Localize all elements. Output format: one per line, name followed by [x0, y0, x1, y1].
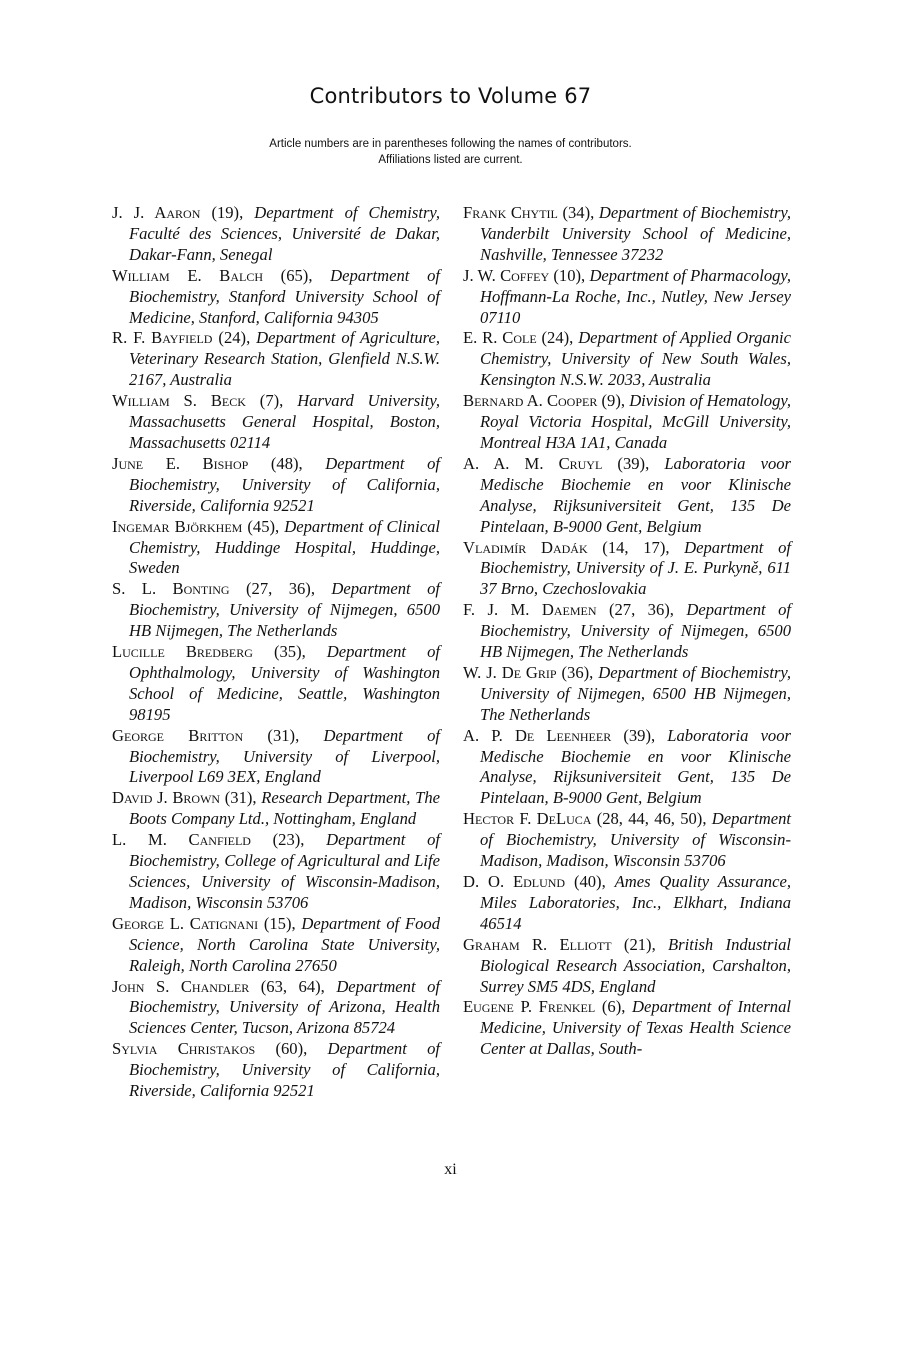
contributor-name: George L. Catignani — [112, 913, 259, 933]
contributor-name: John S. Chandler — [112, 976, 250, 996]
contributor-entry — [463, 203, 791, 266]
article-numbers: (48), — [248, 453, 326, 473]
contributor-name: A. A. M. Cruyl — [463, 453, 603, 473]
article-numbers: (24), — [536, 328, 579, 348]
contributor-name: J. W. Coffey — [463, 265, 550, 285]
contributor-name: L. M. Canfield — [112, 830, 251, 850]
affiliation: Ames Quality Assurance, Miles Laboratories, Inc., Elkhart, Indiana 46514 — [480, 872, 791, 933]
contributor-entry — [112, 579, 440, 642]
affiliation: Department of Ophthalmology, University of Washington School of Medicine, Seattle, Washington 98195 — [129, 642, 440, 724]
affiliation: Department of Biochemistry, University of Nijmegen, 6500 HB Nijmegen, The Netherlands — [480, 662, 791, 724]
article-numbers: (34), — [557, 203, 599, 222]
contributor-name: Eugene P. Frenkel — [463, 997, 596, 1017]
article-numbers: (65), — [263, 265, 331, 285]
contributor-name: Hector F. DeLuca — [463, 809, 592, 829]
contributor-entry — [463, 663, 791, 726]
contributor-name: Frank Chytil — [463, 203, 558, 222]
contributor-name: E. R. Cole — [463, 328, 537, 348]
contributor-name: Lucille Bredberg — [112, 642, 253, 662]
affiliation: Department of Biochemistry, University of Wisconsin-Madison, Madison, Wisconsin 53706 — [480, 809, 791, 871]
contributor-name: William E. Balch — [112, 265, 264, 285]
affiliation: Department of Biochemistry, University of California, Riverside, California 92521 — [129, 453, 440, 515]
contributor-entry — [463, 266, 791, 329]
article-numbers: (24), — [212, 328, 257, 348]
affiliation: Department of Biochemistry, Vanderbilt University School of Medicine, Nashville, Tennessee 37232 — [480, 203, 792, 264]
affiliation: Harvard University, Massachusetts General Hospital, Boston, Massachusetts 02114 — [129, 391, 440, 452]
contributor-name: F. J. M. Daemen — [463, 600, 597, 620]
contributor-name: D. O. Edlund — [463, 872, 566, 891]
affiliation: Laboratoria voor Medische Biochemie en voor Klinische Analyse, Rijksuniversiteit Gent, 135 De Pintelaan, B-9000 Gent, Belgium — [480, 725, 791, 808]
left-column — [112, 203, 440, 1102]
affiliation: Research Department, The Boots Company Ltd., Nottingham, England — [129, 788, 440, 829]
contributor-name: Bernard A. Cooper — [463, 391, 598, 411]
contributor-entry — [112, 266, 440, 329]
affiliation: Department of Biochemistry, Stanford University School of Medicine, Stanford, California 94305 — [129, 265, 440, 327]
contributor-name: George Britton — [112, 725, 244, 745]
article-numbers: (45), — [242, 516, 285, 536]
contributor-name: Sylvia Christakos — [112, 1039, 256, 1059]
affiliation: Department of Biochemistry, University of Liverpool, Liverpool L69 3EX, England — [129, 725, 440, 787]
contributor-entry — [112, 454, 440, 517]
article-numbers: (60), — [255, 1039, 328, 1059]
note-affiliations: Affiliations listed are current. — [378, 154, 523, 166]
contributor-entry — [112, 1039, 440, 1102]
affiliation: Department of Biochemistry, University of J. E. Purkyně, 611 37 Brno, Czechoslovakia — [480, 537, 791, 599]
affiliation: British Industrial Biological Research Association, Carshalton, Surrey SM5 4DS, England — [480, 934, 791, 996]
contributor-entry — [112, 203, 440, 266]
article-numbers: (36), — [556, 662, 599, 682]
article-numbers: (28, 44, 46, 50), — [591, 809, 712, 829]
contributor-name: David J. Brown — [112, 788, 221, 808]
affiliation: Department of Agriculture, Veterinary Research Station, Glenfield N.S.W. 2167, Australia — [129, 328, 440, 390]
affiliation: Laboratoria voor Medische Biochemie en voor Klinische Analyse, Rijksuniversiteit Gent, 135 De Pintelaan, B-9000 Gent, Belgium — [480, 453, 791, 536]
contributor-name: Vladimír Dadák — [463, 537, 588, 557]
article-numbers: (39), — [611, 725, 668, 745]
article-numbers: (40), — [565, 872, 615, 891]
affiliation: Division of Hematology, Royal Victoria Hospital, McGill University, Montreal H3A 1A1, Canada — [480, 391, 791, 452]
contributor-entry — [463, 809, 791, 872]
contributor-name: William S. Beck — [112, 391, 246, 411]
contributor-name: Graham R. Elliott — [463, 934, 612, 954]
contributor-name: J. J. Aaron — [112, 203, 201, 222]
contributor-name: A. P. De Leenheer — [463, 725, 612, 745]
contributor-entry — [463, 872, 791, 935]
page-number: xi — [444, 1161, 457, 1178]
contributor-entry — [112, 642, 440, 726]
affiliation: Department of Pharmacology, Hoffmann-La Roche, Inc., Nutley, New Jersey 07110 — [480, 265, 792, 327]
article-numbers: (27, 36), — [596, 600, 687, 620]
affiliation: Department of Biochemistry, University of Arizona, Health Sciences Center, Tucson, Arizona 85724 — [129, 976, 440, 1038]
affiliation: Department of Chemistry, Faculté des Sciences, Université de Dakar, Dakar-Fann, Senegal — [129, 203, 440, 264]
article-numbers: (6), — [595, 997, 633, 1017]
contributor-entry — [112, 830, 440, 914]
page-title: Contributors to Volume 67 — [309, 84, 592, 108]
contributor-entry — [463, 600, 791, 663]
contributor-entry — [112, 517, 440, 580]
contributor-entry — [463, 997, 791, 1060]
article-numbers: (10), — [549, 265, 590, 285]
contributor-name: S. L. Bonting — [112, 579, 230, 599]
article-numbers: (35), — [252, 642, 327, 662]
contributor-entry — [463, 726, 791, 810]
contributor-entry — [463, 538, 791, 601]
contributor-entry — [112, 914, 440, 977]
contributor-name: June E. Bishop — [112, 453, 249, 473]
affiliation: Department of Biochemistry, University of California, Riverside, California 92521 — [129, 1039, 440, 1101]
article-numbers: (27, 36), — [229, 579, 332, 599]
article-numbers: (31), — [243, 725, 324, 745]
contributor-entry — [112, 977, 440, 1040]
affiliation: Department of Internal Medicine, University of Texas Health Science Center at Dallas, South- — [480, 997, 792, 1059]
article-numbers: (39), — [602, 453, 665, 473]
contributor-entry — [112, 391, 440, 454]
article-numbers: (63, 64), — [249, 976, 337, 996]
contributor-entry — [463, 454, 791, 538]
note-article-numbers: Article numbers are in parentheses following the names of contributors. — [269, 138, 632, 150]
contributor-name: R. F. Bayfield — [112, 328, 213, 348]
article-numbers: (9), — [597, 391, 630, 411]
affiliation: Department of Clinical Chemistry, Huddinge Hospital, Huddinge, Sweden — [129, 516, 440, 578]
contributor-entry — [112, 328, 440, 391]
article-numbers: (21), — [611, 934, 669, 954]
contributor-name: Ingemar Björkhem — [112, 516, 243, 536]
article-numbers: (7), — [245, 391, 298, 411]
affiliation: Department of Biochemistry, College of Agricultural and Life Sciences, University of Wisconsin-Madison, Madison, Wisconsin 53706 — [129, 830, 440, 912]
contributor-entry — [463, 328, 791, 391]
article-numbers: (19), — [200, 203, 255, 222]
contributor-entry — [463, 391, 791, 454]
affiliation: Department of Food Science, North Carolina State University, Raleigh, North Carolina 27650 — [129, 913, 441, 975]
affiliation: Department of Applied Organic Chemistry, University of New South Wales, Kensington N.S.W. 2033, Australia — [480, 328, 792, 390]
affiliation: Department of Biochemistry, University of Nijmegen, 6500 HB Nijmegen, The Netherlands — [129, 579, 440, 641]
contributor-entry — [463, 935, 791, 998]
right-column — [463, 203, 791, 1060]
contributor-entry — [112, 788, 440, 830]
article-numbers: (14, 17), — [587, 537, 685, 557]
article-numbers: (15), — [258, 913, 302, 933]
article-numbers: (23), — [250, 830, 327, 850]
contributor-entry — [112, 726, 440, 789]
affiliation: Department of Biochemistry, University of Nijmegen, 6500 HB Nijmegen, The Netherlands — [480, 600, 792, 662]
article-numbers: (31), — [220, 788, 262, 808]
contributor-name: W. J. De Grip — [463, 662, 557, 682]
